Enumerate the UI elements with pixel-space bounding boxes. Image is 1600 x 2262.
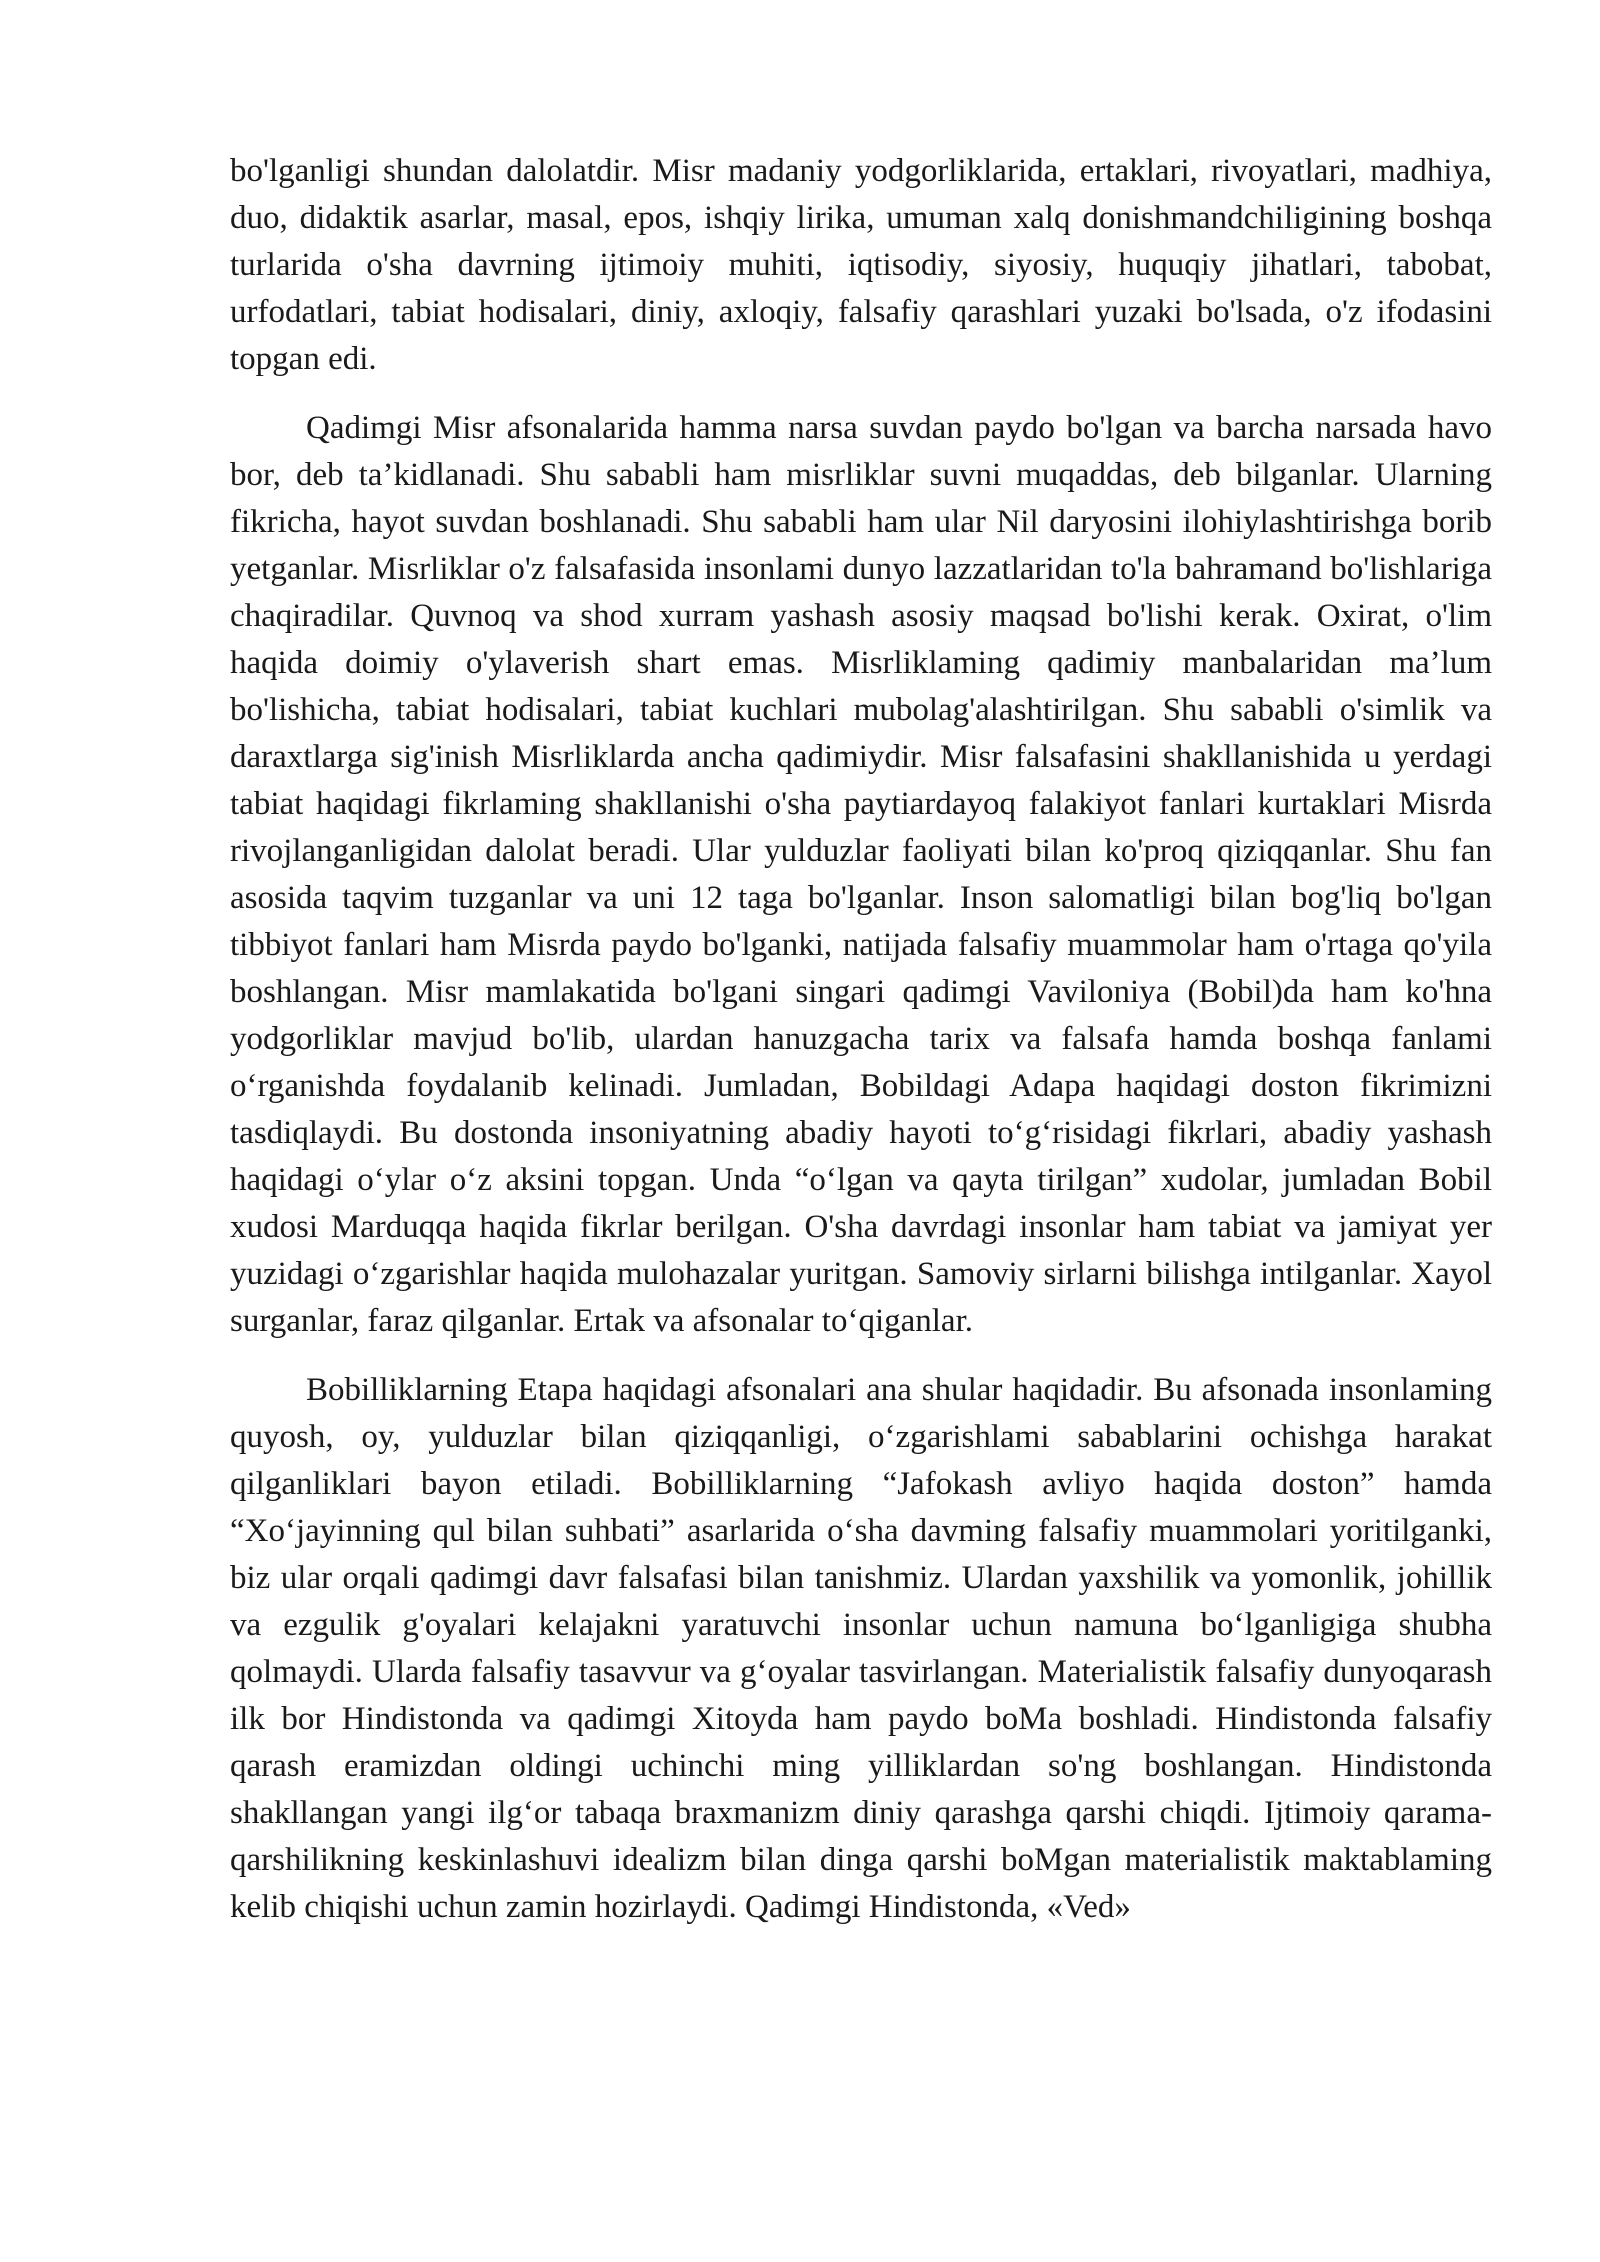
document-page xyxy=(230,148,1492,1953)
paragraph-continuation: bo'lganligi shundan dalolatdir. Misr madaniy yodgorliklarida, ertaklari, rivoyatlari, madhiya, duo, didaktik asarlar, masal, epos, ishqiy lirika, umuman xalq donishmandchiligining boshqa turlarida o'sha davrning ijtimoiy muhiti, iqtisodiy, siyosiy, huquqiy jihatlari, tabobat, urfodatlari, tabiat hodisalari, diniy, axloqiy, falsafiy qarashlari yuzaki bo'lsada, o'z ifodasini topgan edi. xyxy=(230,153,1492,377)
paragraph-egypt-mythology: Qadimgi Misr afsonalarida hamma narsa suvdan paydo bo'lgan va barcha narsada havo bor, deb ta’kidlanadi. Shu sababli ham misrliklar suvni muqaddas, deb bilganlar. Ularning fikricha, hayot suvdan boshlanadi. Shu sababli ham ular Nil daryosini ilohiylashtirishga borib yetganlar. Misrliklar o'z falsafasida insonlami dunyo lazzatlaridan to'la bahramand bo'lishlariga chaqiradilar. Quvnoq va shod xurram yashash asosiy maqsad bo'lishi kerak. Oxirat, o'lim haqida doimiy o'ylaverish shart emas. Misrliklaming qadimiy manbalaridan ma’lum bo'lishicha, tabiat hodisalari, tabiat kuchlari mubolag'alashtirilgan. Shu sababli o'simlik va daraxtlarga sig'inish Misrliklarda ancha qadimiydir. Misr falsafasini shakllanishida u yerdagi tabiat haqidagi fikrlaming shakllanishi o'sha paytiardayoq falakiyot fanlari kurtaklari Misrda rivojlanganligidan dalolat beradi. Ular yulduzlar faoliyati bilan ko'proq qiziqqanlar. Shu fan asosida taqvim tuzganlar va uni 12 taga bo'lganlar. Inson salomatligi bilan bog'liq bo'lgan tibbiyot fanlari ham Misrda paydo bo'lganki, natijada falsafiy muammolar ham o'rtaga qo'yila boshlangan. Misr mamlakatida bo'lgani singari qadimgi Vaviloniya (Bobil)da ham ko'hna yodgorliklar mavjud bo'lib, ulardan hanuzgacha tarix va falsafa hamda boshqa fanlami o‘rganishda foydalanib kelinadi. Jumladan, Bobildagi Adapa haqidagi doston fikrimizni tasdiqlaydi. Bu dostonda insoniyatning abadiy hayoti to‘g‘risidagi fikrlari, abadiy yashash haqidagi o‘ylar o‘z aksini topgan. Unda “o‘lgan va qayta tirilgan” xudolar, jumladan Bobil xudosi Marduqqa haqida fikrlar berilgan. O'sha davrdagi insonlar ham tabiat va jamiyat yer yuzidagi o‘zgarishlar haqida mulohazalar yuritgan. Samoviy sirlarni bilishga intilganlar. Xayol surganlar, faraz qilganlar. Ertak va afsonalar to‘qiganlar. xyxy=(230,410,1492,1339)
paragraph-babylon-india: Bobilliklarning Etapa haqidagi afsonalari ana shular haqidadir. Bu afsonada insonlaming quyosh, oy, yulduzlar bilan qiziqqanligi, o‘zgarishlami sabablarini ochishga harakat qilganliklari bayon etiladi. Bobilliklarning “Jafokash avliyo haqida doston” hamda “Xo‘jayinning qul bilan suhbati” asarlarida o‘sha davming falsafiy muammolari yoritilganki, biz ular orqali qadimgi davr falsafasi bilan tanishmiz. Ulardan yaxshilik va yomonlik, johillik va ezgulik g'oyalari kelajakni yaratuvchi insonlar uchun namuna bo‘lganligiga shubha qolmaydi. Ularda falsafiy tasavvur va g‘oyalar tasvirlangan. Materialistik falsafiy dunyoqarash ilk bor Hindistonda va qadimgi Xitoyda ham paydo boMa boshladi. Hindistonda falsafiy qarash eramizdan oldingi uchinchi ming yilliklardan so'ng boshlangan. Hindistonda shakllangan yangi ilg‘or tabaqa braxmanizm diniy qarashga qarshi chiqdi. Ijtimoiy qarama-qarshilikning keskinlashuvi idealizm bilan dinga qarshi boMgan materialistik maktablaming kelib chiqishi uchun zamin hozirlaydi. Qadimgi Hindistonda, «Ved» xyxy=(230,1372,1492,1925)
